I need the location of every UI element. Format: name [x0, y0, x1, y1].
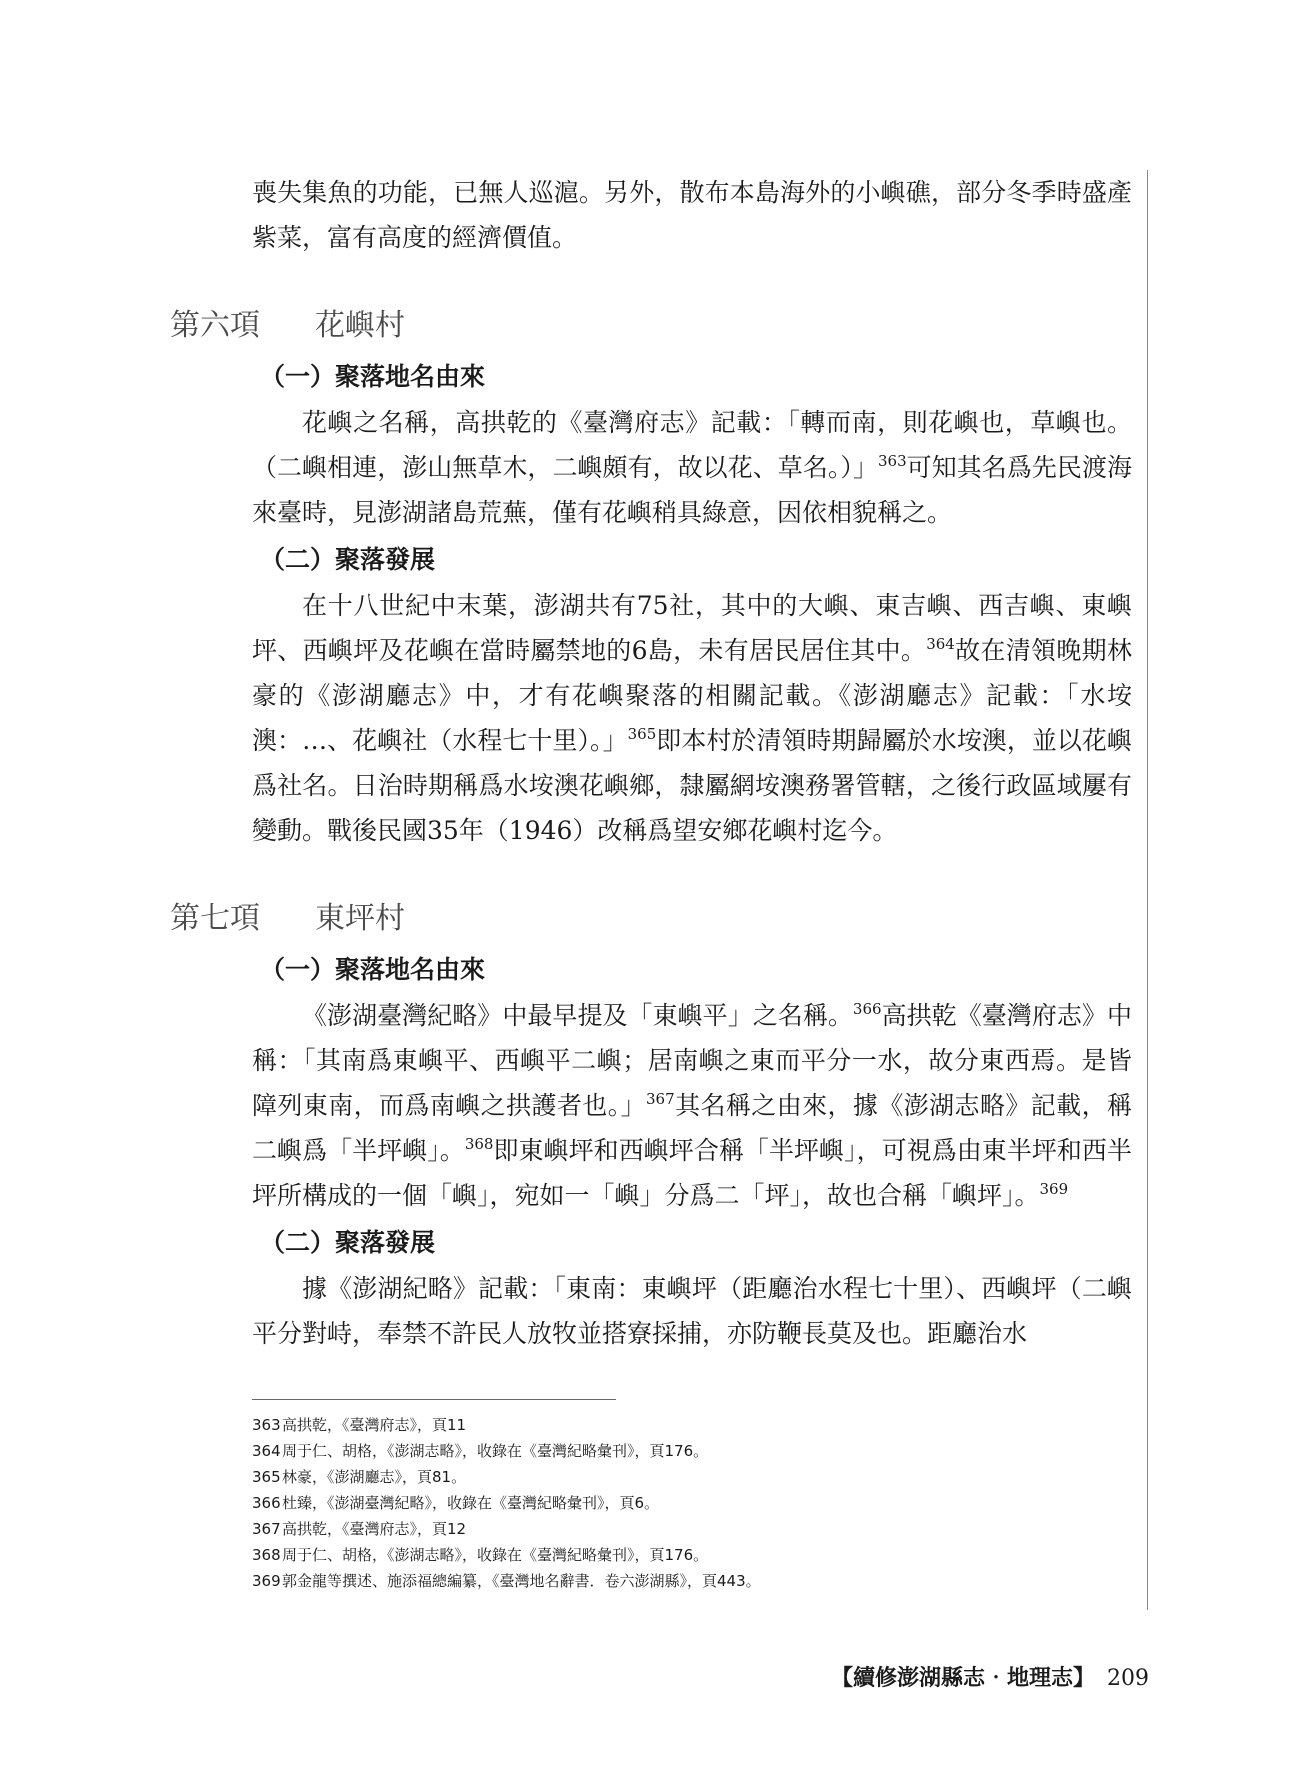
footnote-ref-364[interactable]: 364: [926, 635, 955, 653]
main-content: [170, 170, 1132, 1356]
footnotes: [252, 1412, 1132, 1594]
footnote-divider: [252, 1399, 616, 1400]
paragraph-settlement-development-6: 在十八世紀中末葉，澎湖共有75社，其中的大嶼、東吉嶼、西吉嶼、東嶼坪、西嶼坪及花嶼在當時屬禁地的6島，未有居民居住其中。$^{364}$故在清領晚期林豪的《澎湖廳志》中，才有花嶼聚落的相關記載。《澎湖廳志》記載：「水垵澳：…、花嶼社（水程七十里）。」$^{365}$即本村於清領時期歸屬於水垵澳，並以花嶼爲社名。日治時期稱爲水垵澳花嶼鄉，隸屬網垵澳務署管轄，之後行政區域屢有變動。戰後民國35年（1946）改稱爲望安鄉花嶼村迄今。: [252, 591, 1132, 845]
section-heading-6: [170, 302, 1132, 350]
footnote-text: 杜臻，《澎湖臺灣紀略》，收錄在《臺灣紀略彙刊》，頁6。: [282, 1494, 660, 1512]
footnote: [252, 1516, 1132, 1542]
footnote-ref-367[interactable]: 367: [646, 1090, 675, 1108]
subsection-heading: （一）聚落地名由來: [260, 955, 486, 984]
footnote-number: 363: [252, 1416, 281, 1434]
footnote-ref-365[interactable]: 365: [627, 725, 657, 743]
subsection-heading: （二）聚落發展: [260, 545, 436, 574]
footnote: [252, 1542, 1132, 1568]
footnote-text: 高拱乾，《臺灣府志》，頁12: [282, 1520, 467, 1538]
margin-rule: [1147, 170, 1148, 1610]
intro-text: 喪失集魚的功能，已無人巡滬。另外，散布本島海外的小嶼礁，部分冬季時盛產紫菜，富有高度的經濟價值。: [252, 178, 1132, 252]
footnote: [252, 1412, 1132, 1438]
section-number: 第七項: [170, 901, 260, 936]
subsection-heading: （一）聚落地名由來: [260, 362, 486, 391]
intro-paragraph: [252, 170, 1132, 260]
paragraph-place-name-origin-6: 花嶼之名稱，高拱乾的《臺灣府志》記載：「轉而南，則花嶼也，草嶼也。（二嶼相連，澎山無草木，二嶼頗有，故以花、草名。）」$^{363}$可知其名爲先民渡海來臺時，見澎湖諸島荒蕪，僅有花嶼稍具綠意，因依相貌稱之。: [252, 408, 1132, 527]
footnote-text: 周于仁、胡格，《澎湖志略》，收錄在《臺灣紀略彙刊》，頁176。: [282, 1546, 709, 1564]
section-name: 花嶼村: [315, 308, 405, 343]
footnote-ref-363[interactable]: 363: [878, 452, 907, 470]
footnote-text: 林豪，《澎湖廳志》，頁81。: [282, 1468, 467, 1486]
footnote: [252, 1438, 1132, 1464]
footnote: [252, 1568, 1132, 1594]
footnote: [252, 1490, 1132, 1516]
footnote-number: 369: [252, 1572, 281, 1590]
footnote-number: 365: [252, 1468, 281, 1486]
footnote-ref-369[interactable]: 369: [1039, 1180, 1069, 1198]
footnote-text: 高拱乾，《臺灣府志》，頁11: [282, 1416, 467, 1434]
paragraph-settlement-development-7: 據《澎湖紀略》記載：「東南：東嶼坪（距廳治水程七十里）、西嶼坪（二嶼平分對峙，奉禁不許民人放牧並搭寮採捕，亦防鞭長莫及也。距廳治水: [252, 1274, 1132, 1348]
footnote-text: 郭金龍等撰述、施添福總編纂，《臺灣地名辭書．卷六澎湖縣》，頁443。: [282, 1572, 761, 1590]
footnote-number: 364: [252, 1442, 281, 1460]
footnote-number: 366: [252, 1494, 281, 1512]
footnote: [252, 1464, 1132, 1490]
section-number: 第六項: [170, 308, 260, 343]
footnote-ref-368[interactable]: 368: [464, 1135, 494, 1153]
footnote-text: 周于仁、胡格，《澎湖志略》，收錄在《臺灣紀略彙刊》，頁176。: [282, 1442, 709, 1460]
section-heading-7: [170, 895, 1132, 943]
subsection-heading: （二）聚落發展: [260, 1228, 436, 1257]
book-title: 【續修澎湖縣志‧地理志】: [830, 1665, 1095, 1691]
section-name: 東坪村: [315, 901, 405, 936]
running-footer: [831, 1663, 1149, 1694]
footnote-number: 368: [252, 1546, 281, 1564]
footnote-number: 367: [252, 1520, 281, 1538]
footnote-ref-366[interactable]: 366: [852, 1000, 882, 1018]
page-number: 209: [1107, 1666, 1149, 1691]
paragraph-place-name-origin-7: 《澎湖臺灣紀略》中最早提及「東嶼平」之名稱。$^{366}$高拱乾《臺灣府志》中稱：「其南爲東嶼平、西嶼平二嶼；居南嶼之東而平分一水，故分東西焉。是皆障列東南，而爲南嶼之拱護者也。」$^{367}$其名稱之由來，據《澎湖志略》記載，稱二嶼爲「半坪嶼」。$^{368}$即東嶼坪和西嶼坪合稱「半坪嶼」，可視爲由東半坪和西半坪所構成的一個「嶼」，宛如一「嶼」分爲二「坪」，故也合稱「嶼坪」。$^{369}$: [252, 1000, 1132, 1210]
